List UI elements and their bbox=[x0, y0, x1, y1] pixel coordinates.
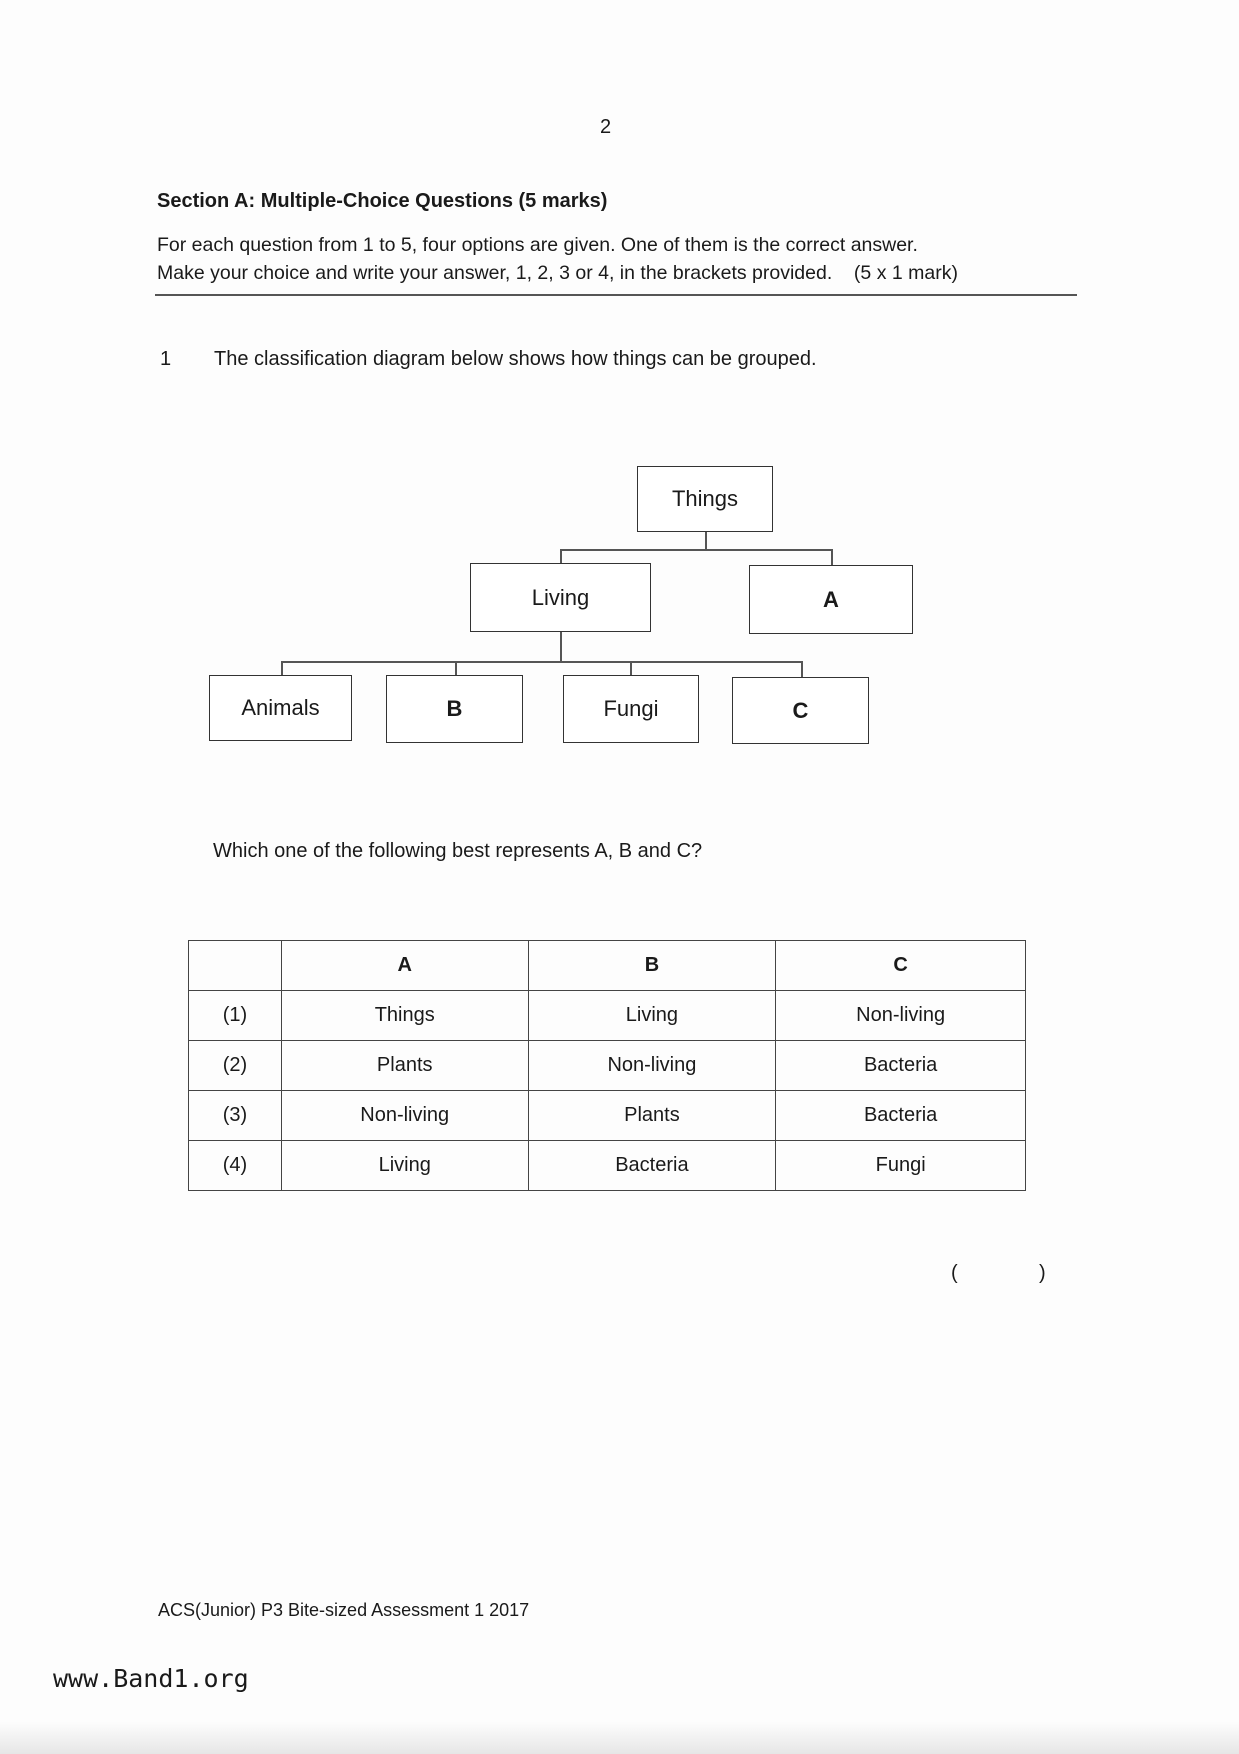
options-table bbox=[188, 940, 1026, 1191]
cell: Plants bbox=[528, 1091, 776, 1141]
cell: Fungi bbox=[776, 1141, 1026, 1191]
cell: Non-living bbox=[776, 991, 1026, 1041]
table-row bbox=[189, 1091, 1026, 1141]
footer-text: ACS(Junior) P3 Bite-sized Assessment 1 2017 bbox=[158, 1600, 530, 1620]
divider bbox=[155, 294, 1077, 296]
cell: Living bbox=[281, 1141, 528, 1191]
cell: Non-living bbox=[528, 1041, 776, 1091]
option-number: (4) bbox=[189, 1141, 282, 1191]
cell: Bacteria bbox=[776, 1041, 1026, 1091]
instructions-line-2: Make your choice and write your answer, 1, 2, 3 or 4, in the brackets provided. (5 x 1 mark) bbox=[157, 262, 958, 284]
answer-bracket-close[interactable]: ) bbox=[1039, 1262, 1046, 1284]
answer-bracket-open[interactable]: ( bbox=[951, 1262, 958, 1284]
option-number: (2) bbox=[189, 1041, 282, 1091]
node-fungi: Fungi bbox=[563, 675, 699, 743]
watermark-url: www.Band1.org bbox=[53, 1664, 249, 1693]
cell: Non-living bbox=[281, 1091, 528, 1141]
table-row bbox=[189, 1141, 1026, 1191]
node-b: B bbox=[386, 675, 523, 743]
header-cell: A bbox=[281, 941, 528, 991]
cell: Plants bbox=[281, 1041, 528, 1091]
node-animals: Animals bbox=[209, 675, 352, 741]
cell: Bacteria bbox=[776, 1091, 1026, 1141]
question-number: 1 bbox=[160, 348, 172, 370]
cell: Bacteria bbox=[528, 1141, 776, 1191]
scan-edge bbox=[0, 1722, 1239, 1754]
question-text: The classification diagram below shows how things can be grouped. bbox=[214, 348, 817, 370]
node-living: Living bbox=[470, 563, 651, 632]
node-a: A bbox=[749, 565, 913, 634]
table-header-row bbox=[189, 941, 1026, 991]
cell: Things bbox=[281, 991, 528, 1041]
instructions-line-1: For each question from 1 to 5, four options are given. One of them is the correct answer. bbox=[157, 234, 918, 256]
table-row bbox=[189, 991, 1026, 1041]
page-number: 2 bbox=[600, 116, 612, 138]
header-cell: B bbox=[528, 941, 776, 991]
cell: Living bbox=[528, 991, 776, 1041]
option-number: (1) bbox=[189, 991, 282, 1041]
header-cell: C bbox=[776, 941, 1026, 991]
header-cell bbox=[189, 941, 282, 991]
table-row bbox=[189, 1041, 1026, 1091]
section-title: Section A: Multiple-Choice Questions (5 marks) bbox=[157, 190, 608, 212]
option-number: (3) bbox=[189, 1091, 282, 1141]
node-c: C bbox=[732, 677, 869, 744]
question-prompt: Which one of the following best represents A, B and C? bbox=[213, 840, 703, 862]
node-things: Things bbox=[637, 466, 773, 532]
